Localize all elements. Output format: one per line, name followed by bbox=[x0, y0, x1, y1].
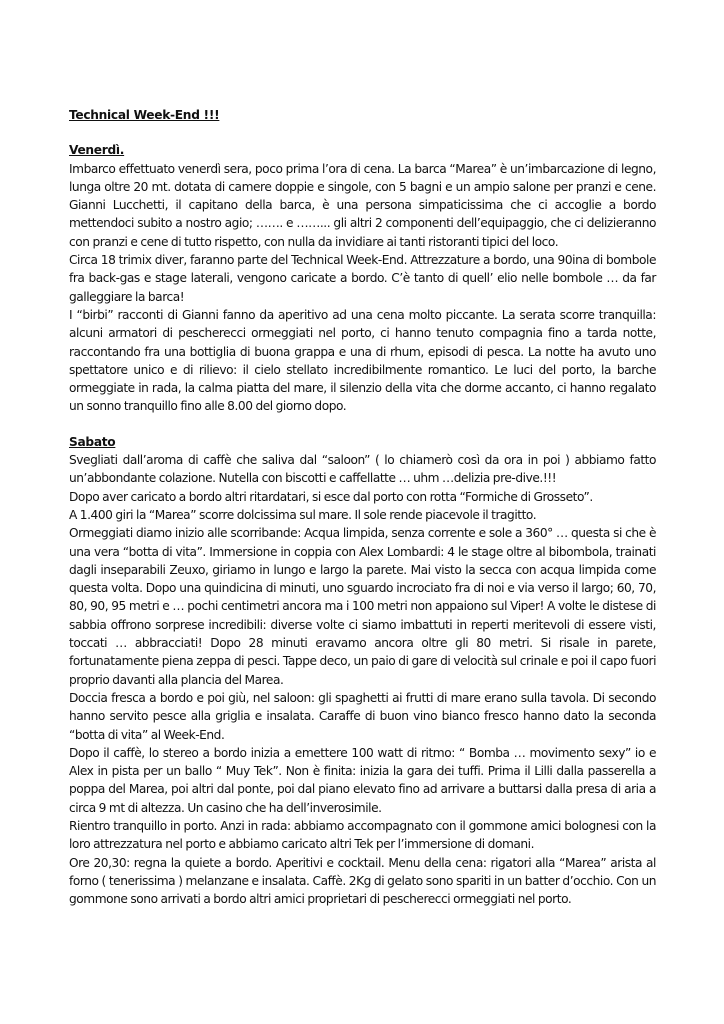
section-heading-sabato: Sabato bbox=[69, 434, 116, 449]
paragraph: Rientro tranquillo in porto. Anzi in rada: abbiamo accompagnato con il gommone amici bolognesi con la loro attrezzatura nel porto e abbiamo caricato altri Tek per l’immersione di domani. bbox=[69, 818, 656, 852]
paragraph: I “birbi” racconti di Gianni fanno da aperitivo ad una cena molto piccante. La serata scorre tranquilla: alcuni armatori di pescherecci ormeggiati nel porto, ci hanno tenuto compagnia fino a tarda notte, raccontando fra una bottiglia di buona grappa e una di rhum, episodi di pesca. La notte ha avuto uno spettatore unico e di rilievo: il cielo stellato incredibilmente romantico. Le luci del porto, la barche ormeggiate in rada, la calma piatta del mare, il silenzio della vita che dorme accanto, ci hanno regalato un sonno tranquillo fino alle 8.00 del giorno dopo. bbox=[69, 307, 656, 414]
section-heading-venerdi: Venerdì. bbox=[69, 143, 125, 158]
paragraph: Ore 20,30: regna la quiete a bordo. Aperitivi e cocktail. Menu della cena: rigatori alla “Marea” arista al forno ( tenerissima ) melanzane e insalata. Caffè. 2Kg di gelato sono spariti in un batter d’occhio. Con un gommone sono arrivati a bordo altri amici proprietari di pescherecci ormeggiati nel porto. bbox=[69, 855, 656, 907]
paragraph: Svegliati dall’aroma di caffè che saliva dal “saloon” ( lo chiamerò così da ora in poi ) abbiamo fatto un’abbondante colazione. Nutella con biscotti e caffellatte … uhm …delizia pre-dive.!!! bbox=[69, 453, 656, 486]
section-venerdi bbox=[69, 141, 656, 415]
paragraph: Imbarco effettuato venerdì sera, poco prima l’ora di cena. La barca “Marea” è un’imbarcazione di legno, lunga oltre 20 mt. dotata di camere doppie e singole, con 5 bagni e un ampio salone per pranzi e cene. Gianni Lucchetti, il capitano della barca, è una persona simpaticissima che ci accoglie a bordo mettendoci subito a nostro agio; ……. e ……... gli altri 2 componenti dell’equipaggio, che ci delizieranno con pranzi e cene di tutto rispetto, con nulla da invidiare ai tanti ristoranti tipici del loco. bbox=[69, 161, 656, 249]
paragraph: Ormeggiati diamo inizio alle scorribande: Acqua limpida, senza corrente e sole a 360° … questa si che è una vera “botta di vita”. Immersione in coppia con Alex Lombardi: 4 le stage oltre al bibombola, trainati dagli inseparabili Zeuxo, giriamo in lungo e largo la parete. Mai visto la secca con acqua limpida come questa volta. Dopo una quindicina di minuti, uno sguardo incrociato fra di noi e via verso il largo; 60, 70, 80, 90, 95 metri e … pochi centimetri ancora ma i 100 metri non appaiono sul Viper! A volte le distese di sabbia offrono sorprese incredibili: diverse volte ci siamo imbattuti in reperti meritevoli di essere visti, toccati … abbracciati! Dopo 28 minuti eravamo ancora oltre gli 80 metri. Si risale in parete, fortunatamente piena zeppa di pesci. Tappe deco, un paio di gare di velocità sul crinale e poi il capo fuori proprio davanti alla plancia del Marea. bbox=[69, 526, 656, 687]
document-title: Technical Week-End !!! bbox=[69, 108, 220, 122]
section-sabato bbox=[69, 433, 656, 909]
paragraph: Dopo aver caricato a bordo altri ritardatari, si esce dal porto con rotta “Formiche di Grosseto”. bbox=[69, 489, 593, 504]
paragraph: Doccia fresca a bordo e poi giù, nel saloon: gli spaghetti ai frutti di mare erano sulla tavola. Di secondo hanno servito pesce alla griglia e insalata. Caraffe di buon vino bianco fresco hanno dato la seconda “botta di vita” al Week-End. bbox=[69, 690, 656, 742]
paragraph: Circa 18 trimix diver, faranno parte del Technical Week-End. Attrezzature a bordo, una 90ina di bombole fra back-gas e stage laterali, vengono caricate a bordo. C’è tanto di quell’ elio nelle bombole … da far galleggiare la barca! bbox=[69, 253, 656, 304]
paragraph: A 1.400 giri la “Marea” scorre dolcissima sul mare. Il sole rende piacevole il tragitto. bbox=[69, 507, 537, 522]
paragraph: Dopo il caffè, lo stereo a bordo inizia a emettere 100 watt di ritmo: “ Bomba … movimento sexy” io e Alex in pista per un ballo “ Muy Tek”. Non è finita: inizia la gara dei tuffi. Prima il Lilli dalla passerella a poppa del Marea, poi altri dal ponte, poi dal piano elevato fino ad arrivare a buttarsi dalla presa di aria a circa 9 mt di altezza. Un casino che ha dell’inverosimile. bbox=[69, 745, 656, 815]
document-page bbox=[69, 106, 656, 908]
section-spacer bbox=[69, 416, 656, 433]
